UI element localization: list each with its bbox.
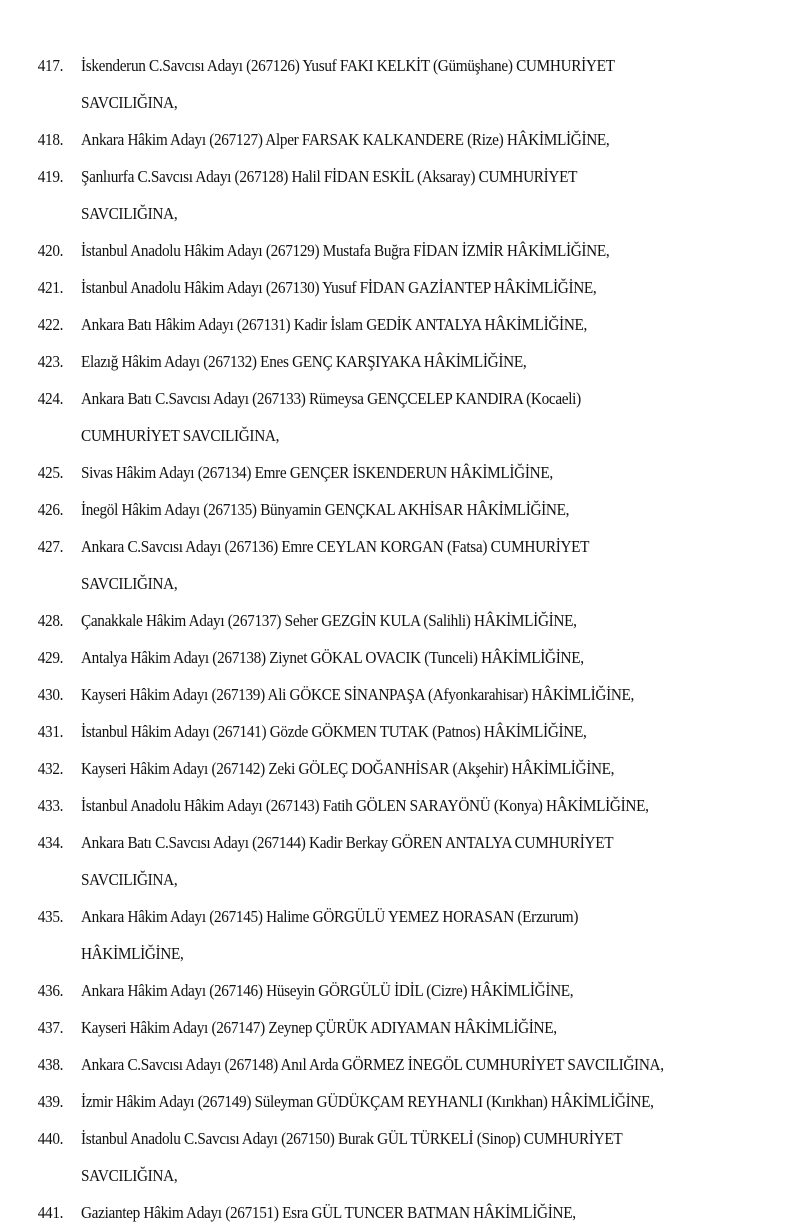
list-item: [0, 343, 699, 380]
item-text: Ankara Hâkim Adayı (267127) Alper FARSAK KALKANDERE (Rize) HÂKİMLİĞİNE,: [80, 130, 610, 149]
item-text: Ankara Hâkim Adayı (267145) Halime GÖRGÜLÜ YEMEZ HORASAN (Erzurum) HÂKİMLİĞİNE,: [80, 907, 579, 963]
list-item: [0, 750, 699, 787]
item-text: Antalya Hâkim Adayı (267138) Ziynet GÖKAL OVACIK (Tunceli) HÂKİMLİĞİNE,: [80, 648, 584, 667]
item-number: 432.: [37, 759, 64, 778]
item-number: 430.: [37, 685, 64, 704]
item-text: İstanbul Anadolu Hâkim Adayı (267130) Yusuf FİDAN GAZİANTEP HÂKİMLİĞİNE,: [80, 278, 597, 297]
item-text: Ankara C.Savcısı Adayı (267136) Emre CEYLAN KORGAN (Fatsa) CUMHURİYET SAVCILIĞINA,: [80, 537, 589, 593]
list-item: [0, 1120, 699, 1194]
item-number: 419.: [37, 167, 64, 186]
item-number: 426.: [37, 500, 64, 519]
list-item: [0, 121, 699, 158]
item-number: 440.: [37, 1129, 64, 1148]
item-text: İstanbul Anadolu C.Savcısı Adayı (267150) Burak GÜL TÜRKELİ (Sinop) CUMHURİYET SAVCILIĞINA,: [80, 1129, 623, 1185]
item-number: 438.: [37, 1055, 64, 1074]
list-item: [0, 454, 699, 491]
item-text: Sivas Hâkim Adayı (267134) Emre GENÇER İSKENDERUN HÂKİMLİĞİNE,: [80, 463, 553, 482]
item-text: İstanbul Anadolu Hâkim Adayı (267143) Fatih GÖLEN SARAYÖNÜ (Konya) HÂKİMLİĞİNE,: [80, 796, 649, 815]
list-item: [0, 898, 699, 972]
list-item: [0, 1046, 699, 1083]
item-number: 420.: [37, 241, 64, 260]
item-number: 418.: [37, 130, 64, 149]
item-text: Kayseri Hâkim Adayı (267142) Zeki GÖLEÇ DOĞANHİSAR (Akşehir) HÂKİMLİĞİNE,: [80, 759, 615, 778]
item-number: 436.: [37, 981, 64, 1000]
item-text: İskenderun C.Savcısı Adayı (267126) Yusuf FAKI KELKİT (Gümüşhane) CUMHURİYET SAVCILIĞINA,: [80, 56, 615, 112]
list-item: [0, 787, 699, 824]
list-item: [0, 1194, 699, 1231]
item-number: 422.: [37, 315, 64, 334]
item-number: 434.: [37, 833, 64, 852]
list-item: [0, 713, 699, 750]
item-number: 417.: [37, 56, 64, 75]
item-text: İzmir Hâkim Adayı (267149) Süleyman GÜDÜKÇAM REYHANLI (Kırıkhan) HÂKİMLİĞİNE,: [80, 1092, 654, 1111]
list-item: [0, 676, 699, 713]
item-text: Ankara Batı C.Savcısı Adayı (267133) Rümeysa GENÇCELEP KANDIRA (Kocaeli) CUMHURİYET SAVCILIĞINA,: [80, 389, 581, 445]
list-item: [0, 380, 699, 454]
item-number: 423.: [37, 352, 64, 371]
item-number: 435.: [37, 907, 64, 926]
item-number: 439.: [37, 1092, 64, 1111]
item-text: İstanbul Anadolu Hâkim Adayı (267129) Mustafa Buğra FİDAN İZMİR HÂKİMLİĞİNE,: [80, 241, 610, 260]
item-number: 437.: [37, 1018, 64, 1037]
list-item: [0, 824, 699, 898]
list-item: [0, 602, 699, 639]
list-item: [0, 1009, 699, 1046]
list-item: [0, 306, 699, 343]
list-item: [0, 528, 699, 602]
item-text: Ankara Hâkim Adayı (267146) Hüseyin GÖRGÜLÜ İDİL (Cizre) HÂKİMLİĞİNE,: [80, 981, 574, 1000]
item-number: 429.: [37, 648, 64, 667]
list-item: [0, 158, 699, 232]
list-item: [0, 47, 699, 121]
item-number: 427.: [37, 537, 64, 556]
list-item: [0, 232, 699, 269]
item-number: 428.: [37, 611, 64, 630]
item-number: 431.: [37, 722, 64, 741]
item-text: Kayseri Hâkim Adayı (267147) Zeynep ÇÜRÜK ADIYAMAN HÂKİMLİĞİNE,: [80, 1018, 557, 1037]
item-text: Ankara C.Savcısı Adayı (267148) Anıl Arda GÖRMEZ İNEGÖL CUMHURİYET SAVCILIĞINA,: [80, 1055, 664, 1074]
item-text: Kayseri Hâkim Adayı (267139) Ali GÖKCE SİNANPAŞA (Afyonkarahisar) HÂKİMLİĞİNE,: [80, 685, 635, 704]
list-item: [0, 269, 699, 306]
list-item: [0, 1083, 699, 1120]
item-number: 421.: [37, 278, 64, 297]
list-item: [0, 972, 699, 1009]
item-number: 425.: [37, 463, 64, 482]
item-text: Gaziantep Hâkim Adayı (267151) Esra GÜL TUNCER BATMAN HÂKİMLİĞİNE,: [80, 1203, 576, 1222]
item-text: Çanakkale Hâkim Adayı (267137) Seher GEZGİN KULA (Salihli) HÂKİMLİĞİNE,: [80, 611, 577, 630]
item-number: 433.: [37, 796, 64, 815]
item-text: Elazığ Hâkim Adayı (267132) Enes GENÇ KARŞIYAKA HÂKİMLİĞİNE,: [80, 352, 527, 371]
item-number: 441.: [37, 1203, 64, 1222]
list-item: [0, 491, 699, 528]
item-text: Şanlıurfa C.Savcısı Adayı (267128) Halil FİDAN ESKİL (Aksaray) CUMHURİYET SAVCILIĞINA,: [80, 167, 577, 223]
list-item: [0, 639, 699, 676]
item-text: Ankara Batı Hâkim Adayı (267131) Kadir İslam GEDİK ANTALYA HÂKİMLİĞİNE,: [80, 315, 588, 334]
item-text: İstanbul Hâkim Adayı (267141) Gözde GÖKMEN TUTAK (Patnos) HÂKİMLİĞİNE,: [80, 722, 587, 741]
item-text: İnegöl Hâkim Adayı (267135) Bünyamin GENÇKAL AKHİSAR HÂKİMLİĞİNE,: [80, 500, 570, 519]
item-text: Ankara Batı C.Savcısı Adayı (267144) Kadir Berkay GÖREN ANTALYA CUMHURİYET SAVCILIĞINA,: [80, 833, 613, 889]
item-number: 424.: [37, 389, 64, 408]
appointment-list: [0, 47, 798, 1231]
